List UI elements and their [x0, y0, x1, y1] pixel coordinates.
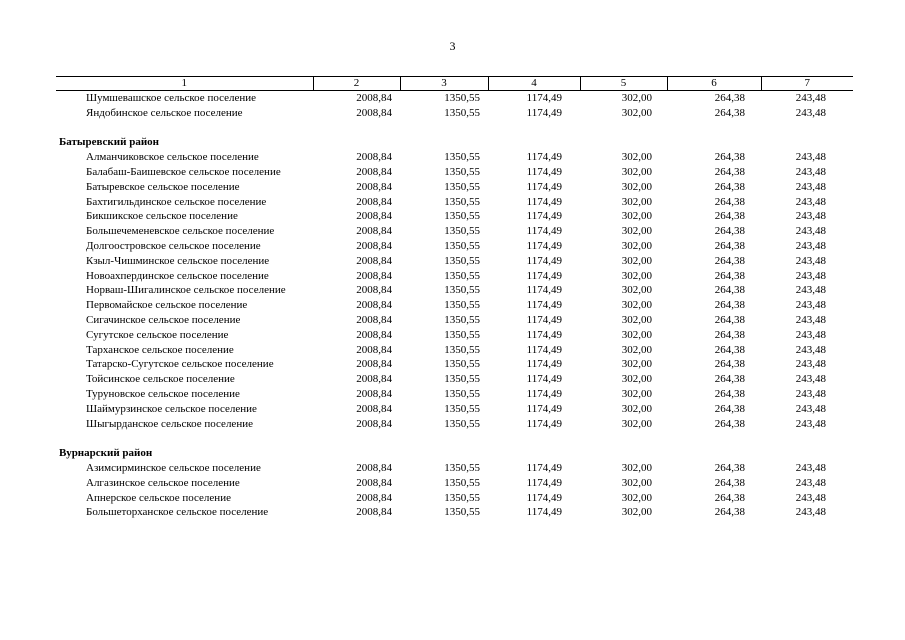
value-col-5: 302,00: [621, 299, 652, 312]
table-row: [56, 224, 853, 239]
table-body: [56, 91, 853, 521]
value-col-7: 243,48: [795, 151, 826, 164]
value-col-7: 243,48: [795, 225, 826, 238]
table-row: [56, 165, 853, 180]
table-row: [56, 254, 853, 269]
value-col-4: 1174,49: [526, 299, 562, 312]
value-col-6: 264,38: [714, 343, 745, 356]
value-col-7: 243,48: [795, 299, 826, 312]
value-col-3: 1350,55: [444, 387, 480, 400]
value-col-2: 2008,84: [356, 269, 392, 282]
value-col-6: 264,38: [714, 92, 745, 104]
value-col-6: 264,38: [714, 328, 745, 341]
value-col-6: 264,38: [714, 225, 745, 238]
value-col-4: 1174,49: [526, 225, 562, 238]
settlement-name: Яндобинское сельское поселение: [86, 106, 243, 119]
value-col-4: 1174,49: [526, 313, 562, 326]
settlement-name: Алманчиковское сельское поселение: [86, 151, 259, 164]
value-col-6: 264,38: [714, 239, 745, 252]
value-col-2: 2008,84: [356, 151, 392, 164]
value-col-2: 2008,84: [356, 476, 392, 489]
value-col-3: 1350,55: [444, 358, 480, 371]
data-table: [56, 76, 853, 520]
column-header-6: 6: [667, 77, 761, 91]
value-col-2: 2008,84: [356, 387, 392, 400]
value-col-4: 1174,49: [526, 254, 562, 267]
table-header: [56, 77, 853, 91]
value-col-7: 243,48: [795, 328, 826, 341]
value-col-3: 1350,55: [444, 343, 480, 356]
settlement-name: Татарско-Сугутское сельское поселение: [86, 358, 274, 371]
value-col-7: 243,48: [795, 195, 826, 208]
value-col-4: 1174,49: [526, 210, 562, 223]
settlement-name: Туруновское сельское поселение: [86, 387, 240, 400]
value-col-4: 1174,49: [526, 476, 562, 489]
table-row: [56, 505, 853, 520]
table-row: [56, 491, 853, 506]
settlement-name: Большечеменевское сельское поселение: [86, 225, 275, 238]
value-col-4: 1174,49: [526, 402, 562, 415]
value-col-4: 1174,49: [526, 269, 562, 282]
table-row: [56, 387, 853, 402]
settlement-name: Апнерское сельское поселение: [86, 491, 231, 504]
value-col-3: 1350,55: [444, 180, 480, 193]
value-col-5: 302,00: [621, 491, 652, 504]
district-heading-row: [56, 135, 853, 150]
settlement-name: Азимсирминское сельское поселение: [86, 461, 261, 474]
value-col-6: 264,38: [714, 254, 745, 267]
table-row: [56, 180, 853, 195]
settlement-name: Кзыл-Чишминское сельское поселение: [86, 254, 270, 267]
value-col-4: 1174,49: [526, 506, 562, 519]
value-col-7: 243,48: [795, 313, 826, 326]
value-col-5: 302,00: [621, 402, 652, 415]
table-row: [56, 313, 853, 328]
column-header-5: 5: [580, 77, 667, 91]
value-col-7: 243,48: [795, 269, 826, 282]
table-row: [56, 269, 853, 284]
value-col-7: 243,48: [795, 180, 826, 193]
value-col-7: 243,48: [795, 106, 826, 119]
value-col-2: 2008,84: [356, 373, 392, 386]
value-col-7: 243,48: [795, 284, 826, 297]
value-col-3: 1350,55: [444, 461, 480, 474]
value-col-3: 1350,55: [444, 195, 480, 208]
district-heading: Батыревский район: [59, 136, 159, 149]
value-col-3: 1350,55: [444, 165, 480, 178]
table-row: [56, 209, 853, 224]
table-row: [56, 91, 853, 106]
value-col-5: 302,00: [621, 343, 652, 356]
column-header-3: 3: [400, 77, 488, 91]
value-col-4: 1174,49: [526, 461, 562, 474]
value-col-4: 1174,49: [526, 106, 562, 119]
value-col-3: 1350,55: [444, 92, 480, 104]
spacer-row: [56, 121, 853, 136]
value-col-3: 1350,55: [444, 299, 480, 312]
column-header-2: 2: [313, 77, 400, 91]
value-col-3: 1350,55: [444, 151, 480, 164]
table-row: [56, 106, 853, 121]
value-col-2: 2008,84: [356, 225, 392, 238]
value-col-6: 264,38: [714, 269, 745, 282]
value-col-7: 243,48: [795, 402, 826, 415]
value-col-5: 302,00: [621, 210, 652, 223]
value-col-2: 2008,84: [356, 284, 392, 297]
table-row: [56, 298, 853, 313]
settlement-name: Норваш-Шигалинское сельское поселение: [86, 284, 286, 297]
value-col-2: 2008,84: [356, 210, 392, 223]
value-col-4: 1174,49: [526, 165, 562, 178]
value-col-2: 2008,84: [356, 343, 392, 356]
value-col-6: 264,38: [714, 373, 745, 386]
value-col-7: 243,48: [795, 491, 826, 504]
value-col-7: 243,48: [795, 92, 826, 104]
value-col-4: 1174,49: [526, 417, 562, 430]
value-col-2: 2008,84: [356, 328, 392, 341]
settlement-name: Бикшикское сельское поселение: [86, 210, 238, 223]
value-col-3: 1350,55: [444, 106, 480, 119]
value-col-6: 264,38: [714, 151, 745, 164]
value-col-5: 302,00: [621, 165, 652, 178]
value-col-5: 302,00: [621, 506, 652, 519]
value-col-4: 1174,49: [526, 387, 562, 400]
value-col-4: 1174,49: [526, 151, 562, 164]
value-col-2: 2008,84: [356, 491, 392, 504]
page-number: 3: [449, 39, 456, 53]
value-col-5: 302,00: [621, 373, 652, 386]
value-col-5: 302,00: [621, 313, 652, 326]
value-col-6: 264,38: [714, 180, 745, 193]
settlement-name: Шаймурзинское сельское поселение: [86, 402, 257, 415]
table-row: [56, 476, 853, 491]
value-col-2: 2008,84: [356, 254, 392, 267]
value-col-4: 1174,49: [526, 195, 562, 208]
value-col-6: 264,38: [714, 195, 745, 208]
value-col-4: 1174,49: [526, 328, 562, 341]
value-col-6: 264,38: [714, 358, 745, 371]
value-col-5: 302,00: [621, 476, 652, 489]
value-col-4: 1174,49: [526, 343, 562, 356]
table-row: [56, 283, 853, 298]
settlement-name: Алгазинское сельское поселение: [86, 476, 240, 489]
value-col-6: 264,38: [714, 210, 745, 223]
value-col-2: 2008,84: [356, 506, 392, 519]
value-col-5: 302,00: [621, 106, 652, 119]
value-col-4: 1174,49: [526, 284, 562, 297]
value-col-2: 2008,84: [356, 92, 392, 104]
value-col-3: 1350,55: [444, 225, 480, 238]
value-col-6: 264,38: [714, 106, 745, 119]
district-heading-row: [56, 446, 853, 461]
value-col-7: 243,48: [795, 373, 826, 386]
value-col-4: 1174,49: [526, 239, 562, 252]
value-col-7: 243,48: [795, 506, 826, 519]
value-col-4: 1174,49: [526, 491, 562, 504]
district-heading: Вурнарский район: [59, 447, 153, 460]
value-col-6: 264,38: [714, 417, 745, 430]
value-col-6: 264,38: [714, 299, 745, 312]
value-col-5: 302,00: [621, 387, 652, 400]
value-col-4: 1174,49: [526, 358, 562, 371]
settlement-name: Шумшевашское сельское поселение: [86, 92, 257, 104]
table-row: [56, 372, 853, 387]
value-col-6: 264,38: [714, 461, 745, 474]
table-row: [56, 343, 853, 358]
value-col-6: 264,38: [714, 165, 745, 178]
value-col-3: 1350,55: [444, 491, 480, 504]
value-col-6: 264,38: [714, 313, 745, 326]
value-col-3: 1350,55: [444, 254, 480, 267]
value-col-3: 1350,55: [444, 239, 480, 252]
value-col-7: 243,48: [795, 239, 826, 252]
value-col-3: 1350,55: [444, 476, 480, 489]
value-col-7: 243,48: [795, 417, 826, 430]
value-col-7: 243,48: [795, 165, 826, 178]
value-col-4: 1174,49: [526, 180, 562, 193]
value-col-2: 2008,84: [356, 299, 392, 312]
table-row: [56, 461, 853, 476]
settlement-name: Балабаш-Баишевское сельское поселение: [86, 165, 281, 178]
value-col-3: 1350,55: [444, 402, 480, 415]
value-col-7: 243,48: [795, 210, 826, 223]
value-col-5: 302,00: [621, 328, 652, 341]
table-row: [56, 150, 853, 165]
value-col-7: 243,48: [795, 387, 826, 400]
value-col-2: 2008,84: [356, 195, 392, 208]
value-col-2: 2008,84: [356, 417, 392, 430]
value-col-2: 2008,84: [356, 402, 392, 415]
value-col-3: 1350,55: [444, 373, 480, 386]
value-col-2: 2008,84: [356, 313, 392, 326]
settlement-name: Шыгырданское сельское поселение: [86, 417, 253, 430]
value-col-6: 264,38: [714, 387, 745, 400]
value-col-7: 243,48: [795, 461, 826, 474]
value-col-5: 302,00: [621, 284, 652, 297]
table-row: [56, 402, 853, 417]
value-col-7: 243,48: [795, 358, 826, 371]
value-col-6: 264,38: [714, 284, 745, 297]
spacer-cell: [56, 121, 853, 136]
value-col-5: 302,00: [621, 461, 652, 474]
value-col-3: 1350,55: [444, 328, 480, 341]
value-col-6: 264,38: [714, 491, 745, 504]
value-col-5: 302,00: [621, 225, 652, 238]
value-col-5: 302,00: [621, 254, 652, 267]
value-col-2: 2008,84: [356, 106, 392, 119]
value-col-3: 1350,55: [444, 506, 480, 519]
value-col-5: 302,00: [621, 180, 652, 193]
table-row: [56, 417, 853, 432]
value-col-3: 1350,55: [444, 313, 480, 326]
value-col-2: 2008,84: [356, 358, 392, 371]
value-col-5: 302,00: [621, 417, 652, 430]
settlement-name: Сугутское сельское поселение: [86, 328, 229, 341]
settlement-name: Долгоостровское сельское поселение: [86, 239, 261, 252]
value-col-6: 264,38: [714, 402, 745, 415]
table-row: [56, 195, 853, 210]
value-col-6: 264,38: [714, 476, 745, 489]
column-header-7: 7: [761, 77, 853, 91]
spacer-row: [56, 431, 853, 446]
value-col-5: 302,00: [621, 195, 652, 208]
value-col-3: 1350,55: [444, 210, 480, 223]
value-col-4: 1174,49: [526, 373, 562, 386]
value-col-3: 1350,55: [444, 417, 480, 430]
value-col-7: 243,48: [795, 343, 826, 356]
header-row: [56, 77, 853, 91]
value-col-3: 1350,55: [444, 284, 480, 297]
value-col-2: 2008,84: [356, 165, 392, 178]
settlement-name: Первомайское сельское поселение: [86, 299, 248, 312]
value-col-6: 264,38: [714, 506, 745, 519]
value-col-3: 1350,55: [444, 269, 480, 282]
table-row: [56, 357, 853, 372]
settlement-name: Бахтигильдинское сельское поселение: [86, 195, 267, 208]
column-header-4: 4: [488, 77, 580, 91]
value-col-4: 1174,49: [526, 92, 562, 104]
table-row: [56, 328, 853, 343]
value-col-2: 2008,84: [356, 180, 392, 193]
value-col-5: 302,00: [621, 358, 652, 371]
value-col-5: 302,00: [621, 269, 652, 282]
settlement-name: Новоахпердинское сельское поселение: [86, 269, 269, 282]
settlement-name: Тойсинское сельское поселение: [86, 373, 235, 386]
value-col-5: 302,00: [621, 92, 652, 104]
settlement-name: Сигачинское сельское поселение: [86, 313, 241, 326]
settlement-name: Батыревское сельское поселение: [86, 180, 240, 193]
value-col-7: 243,48: [795, 254, 826, 267]
settlement-name: Тарханское сельское поселение: [86, 343, 234, 356]
value-col-2: 2008,84: [356, 461, 392, 474]
spacer-cell: [56, 431, 853, 446]
value-col-7: 243,48: [795, 476, 826, 489]
value-col-5: 302,00: [621, 239, 652, 252]
value-col-2: 2008,84: [356, 239, 392, 252]
settlement-name: Большеторханское сельское поселение: [86, 506, 269, 519]
table-row: [56, 239, 853, 254]
column-header-1: 1: [56, 77, 313, 91]
value-col-5: 302,00: [621, 151, 652, 164]
